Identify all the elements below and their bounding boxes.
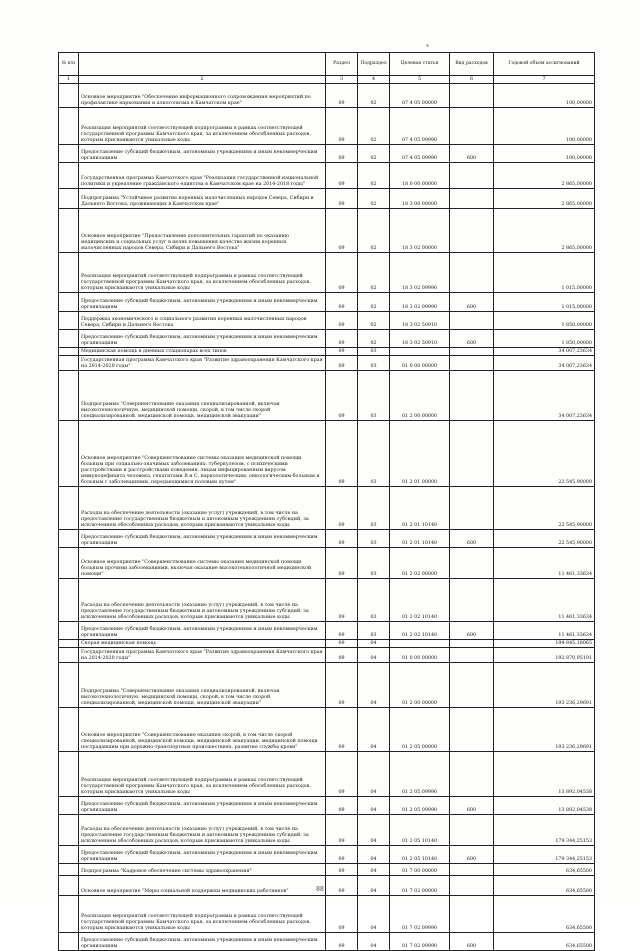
row-razdel: 09: [326, 108, 358, 145]
row-expense-type: 600: [450, 330, 494, 348]
row-razdel: 09: [326, 846, 358, 864]
row-target-article: 07 4 05 09990: [390, 108, 450, 145]
row-podrazdel: 04: [358, 933, 390, 951]
row-target-article: 01 2 00 00000: [390, 663, 450, 708]
row-number: [59, 145, 79, 163]
row-amount: 194 845,18065: [494, 640, 595, 648]
table-row: [59, 622, 595, 640]
row-number: [59, 648, 79, 663]
row-expense-type: [450, 312, 494, 330]
row-podrazdel: 04: [358, 797, 390, 815]
row-podrazdel: 03: [358, 487, 390, 530]
row-number: [59, 293, 79, 312]
row-name: Основное мероприятие "Предоставление дополнительных гарантий по оказанию медицинских и социальных услуг в целях повышения качества жизни коренных малочисленных народов Севера, Сибири и Дальнего Востока": [79, 209, 326, 253]
row-amount: 193 236,29691: [494, 663, 595, 708]
table-row: [59, 348, 595, 356]
column-number: 3: [326, 76, 358, 84]
row-razdel: 09: [326, 708, 358, 752]
row-podrazdel: 04: [358, 663, 390, 708]
row-podrazdel: 03: [358, 530, 390, 548]
row-razdel: 09: [326, 648, 358, 663]
row-podrazdel: 02: [358, 108, 390, 145]
row-target-article: 01 2 02 00000: [390, 548, 450, 579]
row-name: Предоставление субсидий бюджетным, автономным учреждениям и иным некоммерческим организациям: [79, 846, 326, 864]
row-name: Основное мероприятие "Совершенствование системы оказания медицинской помощи больным прочими заболеваниями, включая оказание высокотехнологичной медицинской помощи": [79, 548, 326, 579]
row-name: Подпрограмма "Совершенствование оказания специализированной, включая высокотехнологичную, медицинской помощи, скорой, в том числе скорой специализированной, медицинской помощи, медицинской эвакуации": [79, 663, 326, 708]
column-number: 4: [358, 76, 390, 84]
row-podrazdel: 04: [358, 708, 390, 752]
row-amount: 2 865,00000: [494, 209, 595, 253]
table-row: [59, 797, 595, 815]
row-number: [59, 530, 79, 548]
row-razdel: 09: [326, 189, 358, 209]
row-podrazdel: 02: [358, 163, 390, 189]
row-name: Подпрограмма "Устойчивое развитие коренных малочисленных народов Севера, Сибири и Дальнего Востока, проживающих в Камчатском крае": [79, 189, 326, 209]
column-number-row: [59, 76, 595, 84]
table-row: [59, 108, 595, 145]
row-target-article: 18 0 00 00000: [390, 163, 450, 189]
row-number: [59, 622, 79, 640]
row-amount: 634,65500: [494, 864, 595, 876]
row-target-article: 01 0 00 00000: [390, 648, 450, 663]
row-number: [59, 640, 79, 648]
row-expense-type: [450, 648, 494, 663]
row-razdel: 09: [326, 421, 358, 487]
row-razdel: 09: [326, 530, 358, 548]
row-number: [59, 864, 79, 876]
row-razdel: 09: [326, 163, 358, 189]
row-amount: 34 007,23634: [494, 348, 595, 356]
row-expense-type: 600: [450, 293, 494, 312]
row-podrazdel: 03: [358, 548, 390, 579]
row-target-article: 18 3 00 00000: [390, 189, 450, 209]
row-expense-type: [450, 371, 494, 421]
row-name: Расходы на обеспечение деятельности (оказание услуг) учреждений, в том числе на предоставление государственным бюджетным и автономным учреждениям субсидий, за исключением обособленных расходов, которым присваиваются уникальные коды: [79, 815, 326, 846]
row-name: Предоставление субсидий бюджетным, автономным учреждениям и иным некоммерческим организациям: [79, 145, 326, 163]
row-amount: 179 344,25153: [494, 815, 595, 846]
row-number: [59, 312, 79, 330]
row-razdel: 09: [326, 752, 358, 797]
row-amount: 22 545,90000: [494, 487, 595, 530]
row-razdel: 09: [326, 293, 358, 312]
row-number: [59, 209, 79, 253]
row-amount: 11 461,33634: [494, 622, 595, 640]
budget-table: [58, 52, 595, 951]
row-target-article: 07 4 05 09990: [390, 145, 450, 163]
row-razdel: 09: [326, 487, 358, 530]
row-podrazdel: 02: [358, 253, 390, 293]
row-expense-type: [450, 487, 494, 530]
row-podrazdel: 03: [358, 579, 390, 622]
table-row: [59, 189, 595, 209]
row-expense-type: [450, 864, 494, 876]
row-podrazdel: 04: [358, 640, 390, 648]
header-number: № п/п: [59, 53, 79, 76]
row-expense-type: [450, 189, 494, 209]
row-target-article: [390, 348, 450, 356]
row-target-article: 01 2 05 10140: [390, 815, 450, 846]
row-name: Реализация мероприятий соответствующей подпрограммы в рамках соответствующей государственной программы Камчатского края, за исключением обособленных расходов, которым присваиваются уникальные коды: [79, 896, 326, 933]
row-name: Подпрограмма "Кадровое обеспечение системы здравоохранения": [79, 864, 326, 876]
row-podrazdel: 03: [358, 348, 390, 356]
row-expense-type: [450, 752, 494, 797]
row-razdel: 09: [326, 84, 358, 108]
row-razdel: 09: [326, 356, 358, 371]
row-name: Предоставление субсидий бюджетным, автономным учреждениям и иным некоммерческим организациям: [79, 293, 326, 312]
row-expense-type: 600: [450, 622, 494, 640]
row-target-article: 01 0 00 00000: [390, 356, 450, 371]
table-row: [59, 209, 595, 253]
row-expense-type: [450, 209, 494, 253]
row-name: Государственная программа Камчатского края "Развитие здравоохранения Камчатского края на 2014-2020 годы": [79, 648, 326, 663]
header-podrazdel: Подраздел: [358, 53, 390, 76]
table-row: [59, 640, 595, 648]
row-target-article: 18 3 02 50910: [390, 312, 450, 330]
row-name: Основное мероприятие "Совершенствование системы оказания медицинской помощи больным при социально-значимых заболеваниях: туберкулезом, с психическими расстройствами и расстройствами поведения, лицам инфицированным вирусом иммунодефицита человека, гепатитами B и C, наркологическим, онкологическим больным и больным с заболеваниями, передающимися половым путем": [79, 421, 326, 487]
row-podrazdel: 03: [358, 356, 390, 371]
table-row: [59, 648, 595, 663]
row-expense-type: [450, 579, 494, 622]
table-row: [59, 708, 595, 752]
row-amount: 2 865,00000: [494, 163, 595, 189]
table-row: [59, 815, 595, 846]
row-amount: 634,65500: [494, 933, 595, 951]
row-name: Реализация мероприятий соответствующей подпрограммы в рамках соответствующей государственной программы Камчатского края, за исключением обособленных расходов, которым присваиваются уникальные коды: [79, 752, 326, 797]
row-target-article: 01 2 05 10140: [390, 846, 450, 864]
row-number: [59, 896, 79, 933]
row-name: Основное мероприятие "Совершенствование оказания скорой, в том числе скорой специализированной, медицинской помощи, медицинской эвакуации, медицинской помощи пострадавшим при дорожно-транспортных происшествиях, развитие службы крови": [79, 708, 326, 752]
row-expense-type: [450, 356, 494, 371]
row-amount: 13 892,04538: [494, 752, 595, 797]
row-expense-type: [450, 84, 494, 108]
row-amount: 634,65500: [494, 896, 595, 933]
row-amount: 100,00000: [494, 84, 595, 108]
row-number: [59, 421, 79, 487]
page-number: 88: [316, 886, 324, 893]
row-razdel: 09: [326, 209, 358, 253]
row-amount: 100,00000: [494, 145, 595, 163]
row-target-article: 01 2 00 00000: [390, 371, 450, 421]
row-razdel: 09: [326, 253, 358, 293]
row-expense-type: [450, 421, 494, 487]
table-row: [59, 530, 595, 548]
table-row: [59, 752, 595, 797]
row-target-article: 01 2 01 10140: [390, 530, 450, 548]
row-razdel: 09: [326, 579, 358, 622]
table-row: [59, 933, 595, 951]
table-row: [59, 84, 595, 108]
table-row: [59, 663, 595, 708]
header-target-article: Целевая статья: [390, 53, 450, 76]
row-target-article: 01 7 02 09990: [390, 933, 450, 951]
table-row: [59, 487, 595, 530]
row-amount: 179 344,25153: [494, 846, 595, 864]
row-amount: 11 461,33634: [494, 579, 595, 622]
row-name: Предоставление субсидий бюджетным, автономным учреждениям и иным некоммерческим организациям: [79, 797, 326, 815]
row-target-article: 01 2 01 00000: [390, 421, 450, 487]
row-razdel: 09: [326, 622, 358, 640]
table-row: [59, 312, 595, 330]
row-expense-type: [450, 640, 494, 648]
row-number: [59, 189, 79, 209]
row-number: [59, 356, 79, 371]
table-row: [59, 421, 595, 487]
row-razdel: 09: [326, 312, 358, 330]
row-amount: 22 545,90000: [494, 530, 595, 548]
row-amount: 1 850,00000: [494, 330, 595, 348]
row-name: Предоставление субсидий бюджетным, автономным учреждениям и иным некоммерческим организациям: [79, 933, 326, 951]
row-razdel: 09: [326, 548, 358, 579]
row-number: [59, 846, 79, 864]
row-expense-type: [450, 163, 494, 189]
row-razdel: 09: [326, 815, 358, 846]
row-name: Предоставление субсидий бюджетным, автономным учреждениям и иным некоммерческим организациям: [79, 622, 326, 640]
row-amount: 100,00000: [494, 108, 595, 145]
column-number: 1: [59, 76, 79, 84]
row-name: Предоставление субсидий бюджетным, автономным учреждениям и иным некоммерческим организациям: [79, 330, 326, 348]
budget-table-body: [59, 84, 595, 951]
row-expense-type: [450, 253, 494, 293]
row-target-article: 01 7 02 00000: [390, 876, 450, 896]
table-row: [59, 371, 595, 421]
table-row: [59, 864, 595, 876]
row-amount: 11 461,33634: [494, 548, 595, 579]
row-podrazdel: 03: [358, 421, 390, 487]
row-amount: 34 007,23634: [494, 371, 595, 421]
row-podrazdel: 04: [358, 815, 390, 846]
row-number: [59, 487, 79, 530]
header-expense-type: Вид расходов: [450, 53, 494, 76]
row-name: Расходы на обеспечение деятельности (оказание услуг) учреждений, в том числе на предоставление государственным бюджетным и автономным учреждениям субсидий, за исключением обособленных расходов, которым присваиваются уникальные коды: [79, 487, 326, 530]
row-razdel: 09: [326, 864, 358, 876]
row-number: [59, 548, 79, 579]
row-podrazdel: 04: [358, 896, 390, 933]
row-expense-type: [450, 348, 494, 356]
row-expense-type: 600: [450, 797, 494, 815]
row-expense-type: [450, 663, 494, 708]
row-target-article: 18 3 02 00000: [390, 209, 450, 253]
row-podrazdel: 04: [358, 864, 390, 876]
row-number: [59, 108, 79, 145]
column-number: 6: [450, 76, 494, 84]
row-podrazdel: 04: [358, 648, 390, 663]
row-number: [59, 253, 79, 293]
row-name: Реализация мероприятий соответствующей подпрограммы в рамках соответствующей государственной программы Камчатского края, за исключением обособленных расходов, которым присваиваются уникальные коды: [79, 253, 326, 293]
scan-mark: *: [426, 44, 429, 51]
row-razdel: 09: [326, 876, 358, 896]
row-target-article: 01 7 02 09990: [390, 896, 450, 933]
row-podrazdel: 04: [358, 752, 390, 797]
header-razdel: Раздел: [326, 53, 358, 76]
row-expense-type: [450, 815, 494, 846]
table-row: [59, 253, 595, 293]
row-podrazdel: 03: [358, 371, 390, 421]
row-number: [59, 348, 79, 356]
row-razdel: 09: [326, 348, 358, 356]
row-amount: 634,65500: [494, 876, 595, 896]
row-number: [59, 371, 79, 421]
table-row: [59, 145, 595, 163]
table-row: [59, 846, 595, 864]
row-podrazdel: 03: [358, 622, 390, 640]
row-razdel: 09: [326, 663, 358, 708]
row-target-article: 01 2 02 10140: [390, 579, 450, 622]
row-razdel: 09: [326, 371, 358, 421]
row-amount: 22 545,90000: [494, 421, 595, 487]
row-razdel: 09: [326, 145, 358, 163]
row-podrazdel: 02: [358, 293, 390, 312]
table-row: [59, 293, 595, 312]
row-target-article: 18 3 02 50910: [390, 330, 450, 348]
header-row: [59, 53, 595, 76]
row-name: Государственная программа Камчатского края "Реализация государственной национальной политики и укрепление гражданского единства в Камчатском крае на 2014-2018 годы": [79, 163, 326, 189]
column-number: 2: [79, 76, 326, 84]
row-amount: 13 892,04538: [494, 797, 595, 815]
row-target-article: 01 2 05 09990: [390, 752, 450, 797]
row-amount: 1 015,00000: [494, 293, 595, 312]
table-row: [59, 330, 595, 348]
row-target-article: 01 2 02 10140: [390, 622, 450, 640]
row-razdel: 09: [326, 640, 358, 648]
row-number: [59, 163, 79, 189]
row-name: Основное мероприятие "Обеспечение информационного сопровождения мероприятий по профилактике наркомании и алкоголизма в Камчатском крае": [79, 84, 326, 108]
table-row: [59, 579, 595, 622]
row-number: [59, 933, 79, 951]
row-podrazdel: 02: [358, 84, 390, 108]
row-amount: 1 015,00000: [494, 253, 595, 293]
row-podrazdel: 02: [358, 330, 390, 348]
row-target-article: 01 7 00 00000: [390, 864, 450, 876]
row-target-article: [390, 640, 450, 648]
header-annual-amount: Годовой объем ассигнований: [494, 53, 595, 76]
table-row: [59, 356, 595, 371]
row-target-article: 07 4 05 00000: [390, 84, 450, 108]
column-number: 5: [390, 76, 450, 84]
row-number: [59, 579, 79, 622]
row-razdel: 09: [326, 330, 358, 348]
row-podrazdel: 02: [358, 145, 390, 163]
row-podrazdel: 02: [358, 312, 390, 330]
row-podrazdel: 04: [358, 876, 390, 896]
column-number: 7: [494, 76, 595, 84]
row-amount: 193 236,29691: [494, 708, 595, 752]
row-expense-type: 600: [450, 145, 494, 163]
row-name: Предоставление субсидий бюджетным, автономным учреждениям и иным некоммерческим организациям: [79, 530, 326, 548]
row-expense-type: 600: [450, 530, 494, 548]
row-name: Медицинская помощь в дневных стационарах всех типов: [79, 348, 326, 356]
table-row: [59, 548, 595, 579]
row-name: Расходы на обеспечение деятельности (оказание услуг) учреждений, в том числе на предоставление государственным бюджетным и автономным учреждениям субсидий, за исключением обособленных расходов, которым присваиваются уникальные коды: [79, 579, 326, 622]
row-amount: 1 850,00000: [494, 312, 595, 330]
row-name: Подпрограмма "Совершенствование оказания специализированной, включая высокотехнологичную, медицинской помощи, скорой, в том числе скорой специализированной, медицинской помощи, медицинской эвакуации": [79, 371, 326, 421]
row-expense-type: [450, 548, 494, 579]
row-expense-type: 600: [450, 846, 494, 864]
row-expense-type: [450, 108, 494, 145]
row-amount: 34 007,23634: [494, 356, 595, 371]
row-target-article: 01 2 01 10140: [390, 487, 450, 530]
table-row: [59, 896, 595, 933]
row-expense-type: [450, 708, 494, 752]
row-razdel: 09: [326, 933, 358, 951]
row-target-article: 18 3 02 09990: [390, 293, 450, 312]
row-name: Основное мероприятие "Меры социальной поддержки медицинских работников": [79, 876, 326, 896]
row-number: [59, 752, 79, 797]
row-number: [59, 663, 79, 708]
row-podrazdel: 02: [358, 209, 390, 253]
row-expense-type: [450, 896, 494, 933]
row-razdel: 09: [326, 896, 358, 933]
row-name: Реализация мероприятий соответствующей подпрограммы в рамках соответствующей государственной программы Камчатского края, за исключением обособленных расходов, которым присваиваются уникальные коды: [79, 108, 326, 145]
row-podrazdel: 04: [358, 846, 390, 864]
row-amount: 2 865,00000: [494, 189, 595, 209]
row-number: [59, 84, 79, 108]
row-target-article: 01 2 05 09990: [390, 797, 450, 815]
row-name: Скорая медицинская помощь: [79, 640, 326, 648]
row-number: [59, 330, 79, 348]
row-number: [59, 708, 79, 752]
row-podrazdel: 02: [358, 189, 390, 209]
row-target-article: 01 2 05 00000: [390, 708, 450, 752]
header-name: [79, 53, 326, 76]
row-expense-type: 600: [450, 933, 494, 951]
row-name: Государственная программа Камчатского края "Развитие здравоохранения Камчатского края на 2014-2020 годы": [79, 356, 326, 371]
row-amount: 192 870,95191: [494, 648, 595, 663]
row-razdel: 09: [326, 797, 358, 815]
row-number: [59, 815, 79, 846]
row-target-article: 18 3 02 09990: [390, 253, 450, 293]
row-name: Поддержка экономического и социального развития коренных малочисленных народов Севера, Сибири и Дальнего Востока: [79, 312, 326, 330]
table-row: [59, 163, 595, 189]
row-number: [59, 797, 79, 815]
